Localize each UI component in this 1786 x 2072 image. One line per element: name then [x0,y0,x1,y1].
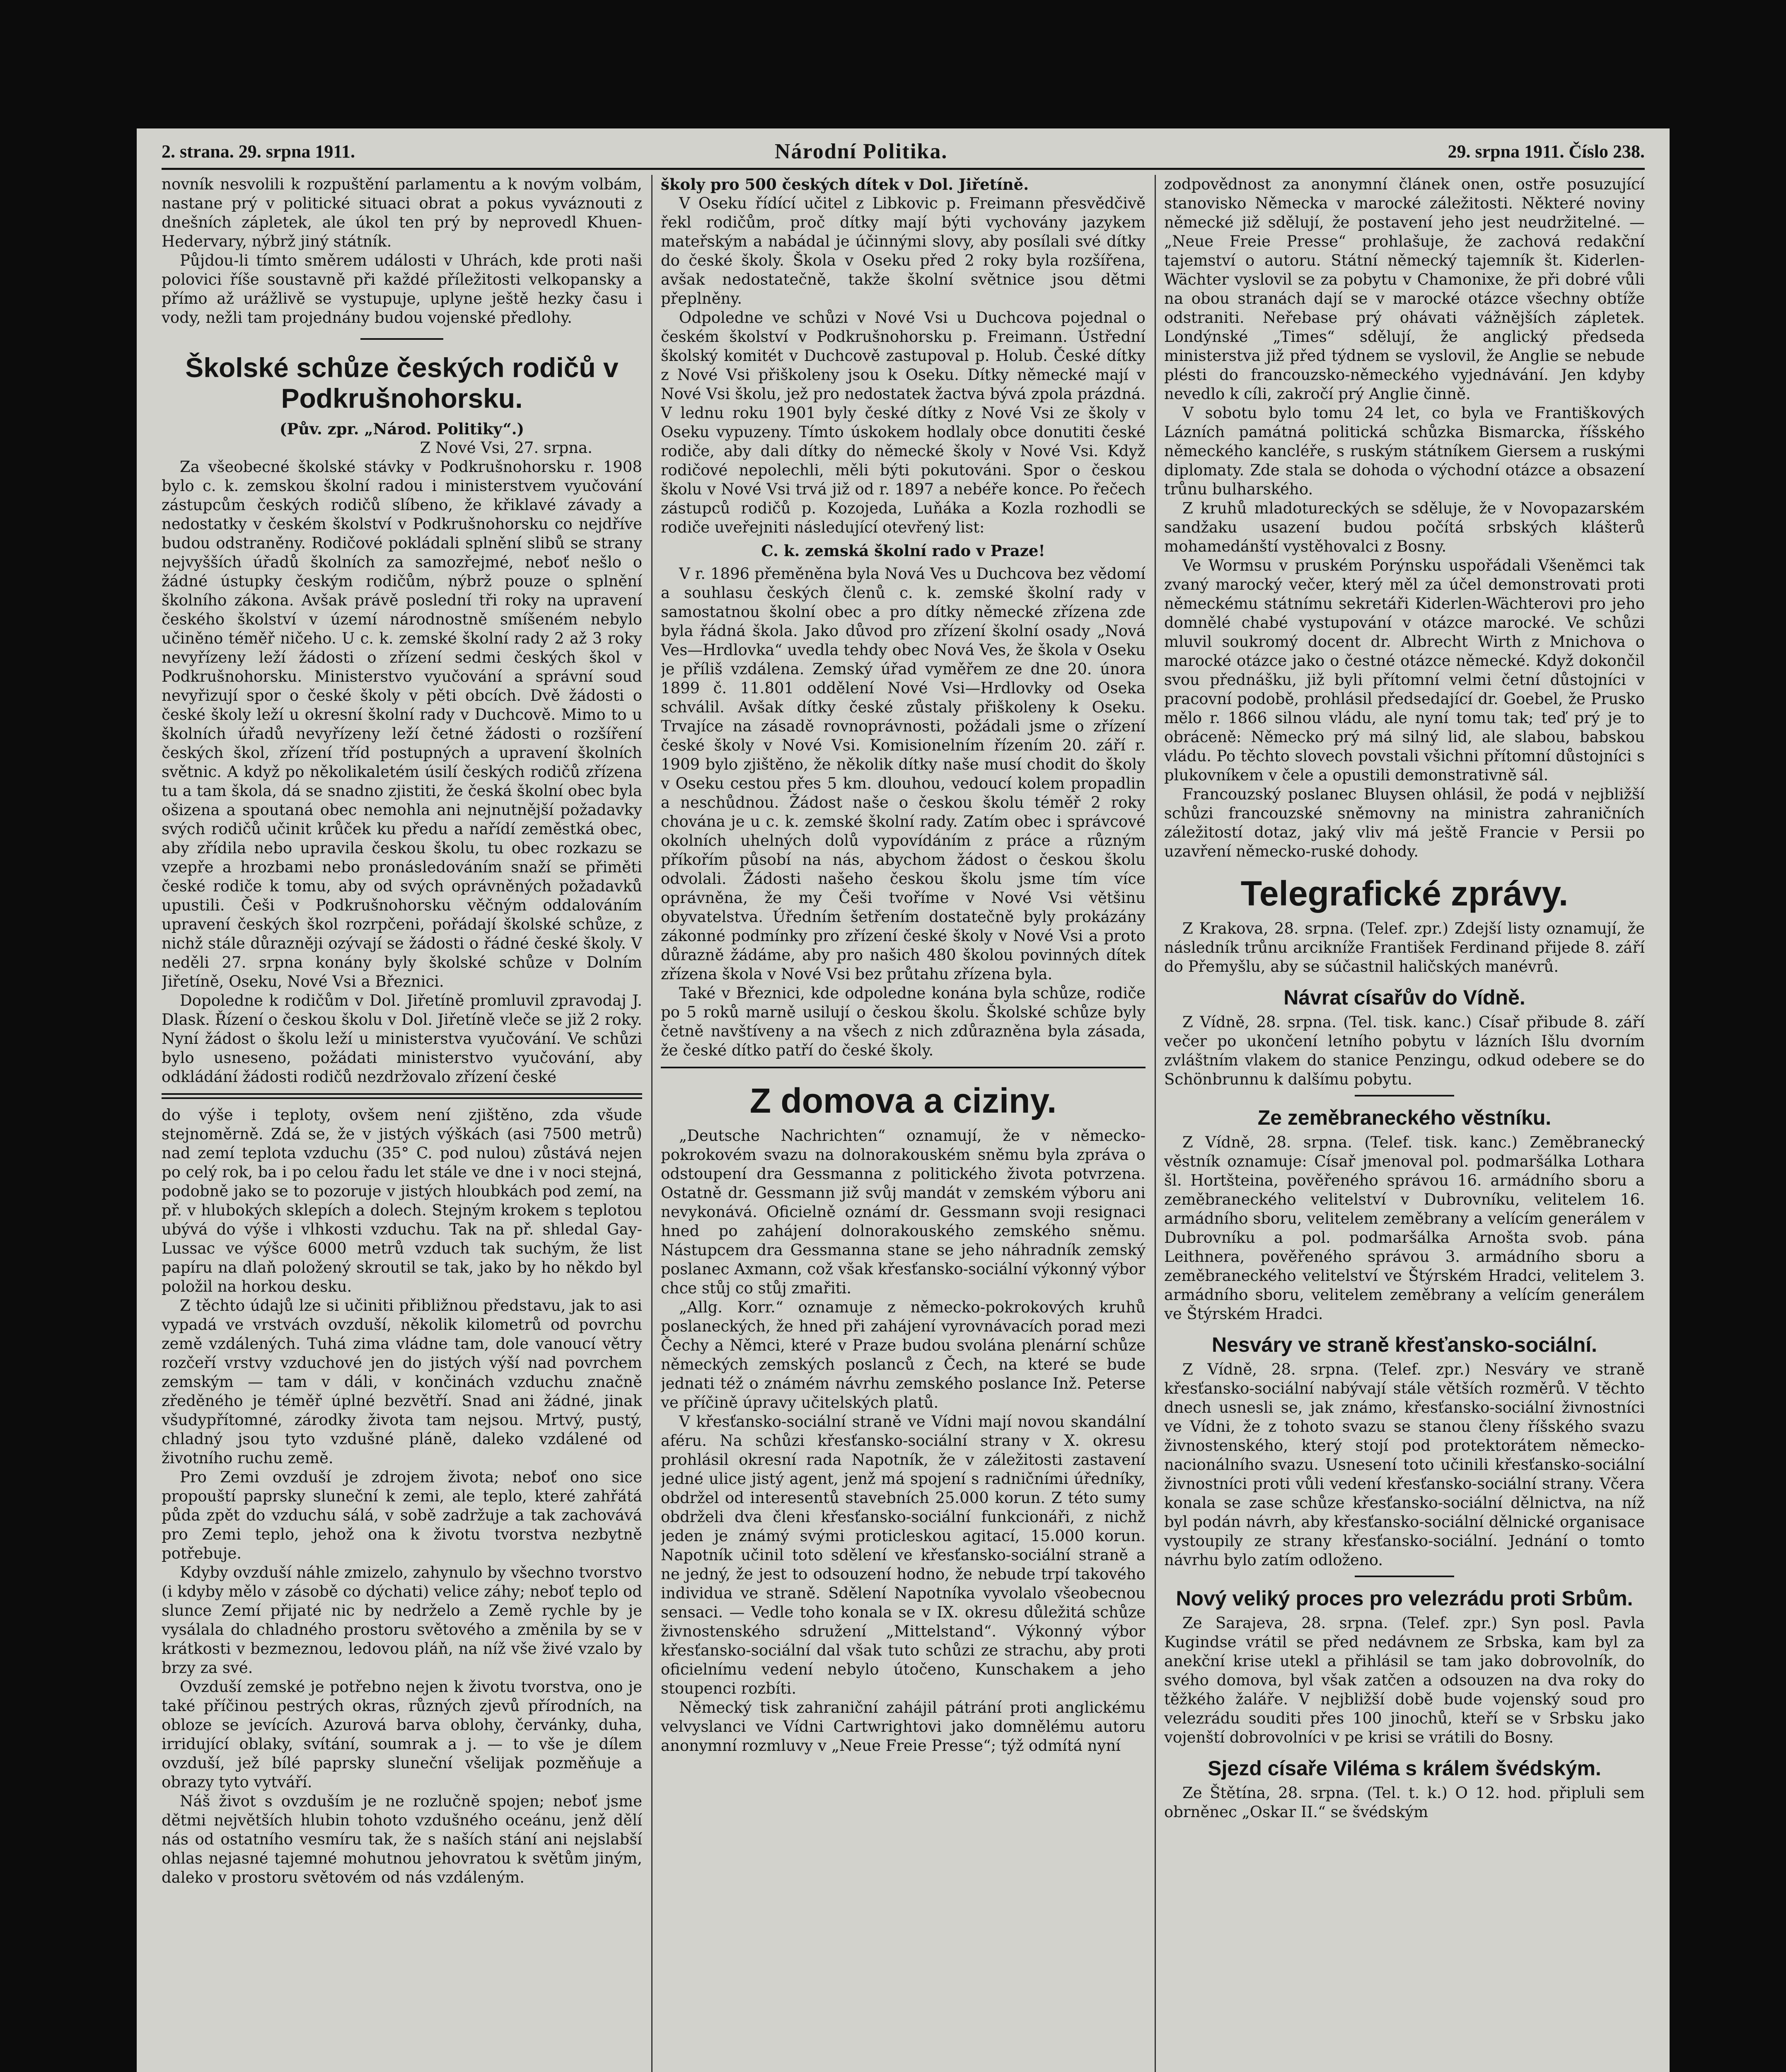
feuilleton-rule [162,1093,642,1099]
separator-rule [1355,1576,1454,1577]
article-text: V r. 1896 přeměněna byla Nová Ves u Duchcova bez vědomí a souhlasu českých členů c. k. zemské školní rady v samostatnou školní obec a pro dítky německé zřízena zde byla řádná škola. Jako důvod pro zřízení školní osady „Nová Ves—Hrdlovka“ uvedla tehdy obec Nová Ves, že škola v Oseku je příliš vzdálena. Zemský úřad vyměřem ze dne 20. února 1899 č. 11.801 oddělení Nové Vsi—Hrdlovky od Oseka schválil. Avšak dítky české zůstaly přiškoleny k Oseku. Trvajíce na zásadě rovnoprávnosti, požádali jsme o zřízení české školy v Nové Vsi. Komisionelním řízením 20. září r. 1909 bylo zjištěno, že několik dítky naše musí chodit do školy v Oseku cestou přes 5 km. dlouhou, vedoucí kolem propadlin a neschůdnou. Žádost naše o českou školu téměř 2 roky chována je u c. k. zemské školní rady. Zatím obec i správcové okolních uhelných dolů vypovídáním z práce a různým příkořím působí na nás, abychom žádost o českou školu odvolali. Žádosti našeho českou školu jsme tím více oprávněna, že my Češi tvoříme v Nové Vsi většinu obyvatelstva. Úředním šetřením dostatečně byly prokázány zákonné podmínky pro zřízení české školy v Nové Vsi a proto důrazně žádáme, aby pro našich 480 školou povinných dítek zřízena škola v Nové Vsi bez průtahu zřízena byla. [661,565,1146,983]
newspaper-page [137,128,1670,2072]
column-2 [661,175,1146,2072]
headline-party-discord: Nesváry ve straně křesťansko-sociální. [1211,1333,1597,1356]
headline-militia-bulletin: Ze zeměbraneckého věstníku. [1257,1106,1552,1129]
column-3 [1164,175,1645,2072]
article-text: Odpoledne ve schůzi v Nové Vsi u Duchcova pojednal o českém školství v Podkrušnohorsku p. Freimann. Ústřední školský komitét v Duchcově zastupoval p. Holub. České dítky z Nové Vsi přiškoleny jsou k Oseku. Dítky německé mají v Nové Vsi školu, jež pro nedostatek žactva bývá zpola prázdná. V lednu roku 1901 byly české dítky z Nové Vsi ze školy v Oseku vypuzeny. Tímto úskokem hodlaly obce donutiti české rodiče, aby dali dítky do německé školy v Nové Vsi. Když rodičové nepolechli, měli býti pokutováni. Spor o českou školu v Nové Vsi trvá již od r. 1897 a nebéře konce. Po řečech zástupců rodičů p. Kozojeda, Luňáka a Kozla rozhodli se rodiče uveřejniti následující otevřený list: [661,309,1146,536]
headline-home-and-abroad: Z domova a ciziny. [749,1081,1057,1120]
feuilleton-text: Pro Zemi ovzduší je zdrojem života; neboť ono sice propouští paprsky sluneční k zemi, ale teplo, které zahřátá půda zpět do vzduchu sálá, v sobě zadržuje a tak zachovává pro Zemi teplo, jehož ona k životu tvorstva nezbytně potřebuje. [162,1468,642,1562]
separator-rule [1355,1095,1454,1097]
article-text: V sobotu bylo tomu 24 let, co byla ve Františkových Lázních památná politická schůzka Bismarcka, říšského německého kancléře, s ruským státníkem Giersem a ruskými diplomaty. Zde stala se dohoda o východní otázce a obsazení trůnu bulharského. [1164,404,1645,498]
article-text: Z Vídně, 28. srpna. (Tel. tisk. kanc.) Císař přibude 8. září večer po ukončení letního pobytu v lázních Išlu dvorním zvláštním vlakem do stanice Penzingu, odkud odebere se do Schönbrunnu k dalšímu pobytu. [1164,1013,1645,1088]
headline-telegraphic-news: Telegrafické zprávy. [1240,874,1568,913]
masthead-title: Národní Politika. [775,140,948,163]
header-issue-number: 29. srpna 1911. Číslo 238. [1448,141,1645,162]
feuilleton-text: do výše i teploty, ovšem není zjištěno, zda všude stejnoměrně. Zdá se, že v jistých výškách (asi 7500 metrů) nad zemí teplota vzduchu (35° C. pod nulou) zůstává nejen po celý rok, ba i po celou řadu let stále ve dne i v noci stejná, podobně jako se to pozoruje v jistých hloubkách pod zemí, na př. v hlubokých sklepích a dolech. Stejným krokem s teplotou ubývá do výše i vlhkosti vzduchu. Tak na př. shledal Gay-Lussac ve výšce 6000 metrů vzduch tak suchým, že list papíru na dlaň položený skroutil se tak, jako by ho někdo byl položil na horkou desku. [162,1106,642,1295]
headline-royal-meeting: Sjezd císaře Viléma s králem švédským. [1208,1757,1601,1780]
article-text: Za všeobecné školské stávky v Podkrušnohorsku r. 1908 bylo c. k. zemskou školní radou i ministerstvem vyučování zástupcům českých rodičů slíbeno, že křiklavé závady a nedostatky v českém školství v Podkrušnohorsku co nejdříve budou odstraněny. Rodičové pokládali splnění slibů se strany nejvyšších úřadů školních za samozřejmé, neboť nešlo o žádné ústupky českým rodičům, nýbrž pouze o splnění školního zákona. Avšak právě poslední tři roky na upravení českého školství v území národnostně smíšeném nebylo učiněno téměř ničeho. U c. k. zemské školní rady 2 až 3 roky nevyřízeny leží žádosti o zřízení sedmi českých škol v Podkrušnohorsku. Ministerstvo vyučování a správní soud nevyřizují spor o české školy v pěti obcích. Dvě žádosti o české školy leží u okresní školní rady v Duchcově. Mimo to u školních úřadů nevyřízeny leží četné žádosti o rozšíření českých škol, zřízení tříd postupných a upravení školních světnic. A když po několikaletém úsilí českých rodičů zřízena tu a tam škola, dá se snadno zjistiti, že česká školní obec byla ošizena a spoutaná obec nemohla ani nejnutnější požadavky svých rodičů učinit krůček ku předu a nařídí zeměstká obec, aby zřídila nebo upravila českou školu, tu obec rozkazu se vzepře a hrozbami nebo pronásledováním snaží se přiměti české rodiče k tomu, aby od svých oprávněných požadavků upustili. Češi v Podkrušnohorsku věčným oddalováním upravení českých škol rozrpčeni, pořádají školské schůze, z nichž stále důrazněji ozývají se žádosti o řádné české školy. V neděli 27. srpna konány byly školské schůze v Dolním Jiřetíně, Oseku, Nové Vsi a Březnici. [162,458,642,990]
column-divider [1155,175,1156,2072]
header-page-date: 2. strana. 29. srpna 1911. [162,141,355,162]
page-header [162,137,1645,166]
article-text: Ve Wormsu v pruském Porýnsku uspořádali Všeněmci tak zvaný marocký večer, který měl za účel demonstrovati proti německému státnímu sekretáři Kiderlen-Wächterovi pro jeho domnělé chabé vystupování v otázce marocké. Ve schůzi mluvil soukromý docent dr. Albrecht Wirth z Mnichova o marocké otázce jako o čestné otázce německé. Když dokončil svou přednášku, již byli přítomní velmi četní důstojníci v pracovní podobě, prohlásil předsedající dr. Goebel, že Prusko mělo r. 1866 silnou vládu, ale nyní tomu tak; teď prý je to obráceně: Německo prý má silný lid, ale slabou, babskou vládu. Po těchto slovech povstali všichni přítomní důstojníci s plukovníkem v čele a opustili demonstrativně sál. [1164,557,1645,784]
headline-treason-trial: Nový veliký proces pro velezrádu proti Srbům. [1176,1587,1633,1610]
header-rule [162,168,1645,170]
article-text: Dopoledne k rodičům v Dol. Jiřetíně promluvil zpravodaj J. Dlask. Řízení o českou školu v Dol. Jiřetíně vleče se již 2 roky. Nyní žádost o školu leží u ministerstva vyučování. Ve schůzi bylo usneseno, požádati ministerstvo vyučování, aby odkládání žádosti rodičů nezdržovalo zřízení české [162,992,642,1086]
article-text: Francouzský poslanec Bluysen ohlásil, že podá v nejbližší schůzi francouzské sněmovny na ministra zahraničních záležitostí dotaz, jaký vliv má ještě Francie v Persii po uzavření německo-ruské dohody. [1164,785,1645,860]
article-text: „Deutsche Nachrichten“ oznamují, že v německo-pokrokovém svazu na dolnorakouském sněmu byla zpráva o odstoupení dra Gessmanna z politického života potvrzena. Ostatně dr. Gessmann již svůj mandát v zemském výboru ani nevykonává. Oficielně oznámí dr. Gessmann svoji resignaci hned po zahájení dolnorakouského zemského sněmu. Nástupcem dra Gessmanna stane se jeho náhradník zemský poslanec Axmann, což však křesťansko-sociální výkonný výbor chce stůj co stůj zmařiti. [661,1127,1146,1297]
headline-school-meetings: Školské schůze českých rodičů v Podkrušnohorsku. [185,352,619,414]
article-text: V křesťansko-sociální straně ve Vídni mají novou skandální aféru. Na schůzi křesťansko-sociální strany v X. okresu prohlásil okresní rada Napotník, že v záležitosti zastavení jedné ulice jistý agent, jenž má spojení s radničními úředníky, obdržel od interesentů stavebních 25.000 korun. Z této sumy obdrželi dva členi křesťansko-sociální funkcionáři, z nichž jeden je známý svými proticleskou agitací, 15.000 korun. Napotník učinil toto sdělení ve křesťansko-sociální straně a ne jedný, že jest to odsouzení hodno, že nebude trpí takového individua ve straně. Sdělení Napotníka vyvolalo všeobecnou sensaci. — Vedle toho konala se v IX. okresu důležitá schůze živnostenského sdružení „Mittelstand“. Výkonný výbor křesťansko-sociální dal však tuto schůzi ze strachu, aby proti oficielnímu vedení nebylo útočeno, Kunschakem a jeho stoupenci rozbíti. [661,1413,1146,1697]
article-text: „Allg. Korr.“ oznamuje z německo-pokrokových kruhů poslaneckých, že hned při zahájení vyrovnávacích porad mezi Čechy a Němci, které v Praze budou svolána plenární schůze německých zemských poslanců z Čech, na které se bude jednati též o známém návrhu zemského poslance Inž. Peterse ve příčině úpravy učitelských platů. [661,1298,1146,1411]
column-divider [651,175,653,2072]
article-text: zodpovědnost za anonymní článek onen, ostře posuzující stanovisko Německa v marocké záležitosti. Některé noviny německé již sdělují, že postavení jeho jest neudržitelné. — „Neue Freie Presse“ prohlašuje, že zachová redakční tajemství o autoru. Státní německý tajemník št. Kiderlen-Wächter vyslovil se za pobytu v Chamonixe, že při dobré vůli na obou stranách dají se v marocké otázce všechny obtíže odstraniti. Neřebase prý ohávati vážnějších zápletek. Londýnské „Times“ sdělují, že anglický předseda ministerstva již před týdnem se vyslovil, že Anglie se nebude plésti do francouzsko-německého vyjednávání. Jen kdyby nevedlo k cíli, zakročí prý Anglie činně. [1164,175,1645,403]
article-text: Z Vídně, 28. srpna. (Telef. zpr.) Nesváry ve straně křesťansko-sociální nabývají stále větších rozměrů. V těchto dnech usnesli se, jak známo, křesťansko-sociální živnostníci ve Vídni, že z tohoto svazu se stanou členy říšského svazu živnostenského, který stojí pod protektorátem německo-nacionálního svazu. Usnesení toto učinili křesťansko-sociální živnostníci proti vůli vedení křesťansko-sociální strany. Včera konala se zase schůze křesťansko-sociální dělnictva, na níž byl podán návrh, aby křesťansko-sociální dělnické organisace vystoupily ze strany křesťansko-sociální. Jednání o tomto návrhu bylo zatím odloženo. [1164,1360,1645,1569]
article-text: Německý tisk zahraniční zahájil pátrání proti anglickému velvyslanci ve Vídni Cartwrightovi jako domnělému autoru anonymní rozmluvy v „Neue Freie Presse“; týž odmítá nyní [661,1699,1146,1755]
article-text: Ze Štětína, 28. srpna. (Tel. t. k.) O 12. hod. připluli sem obrněnec „Oskar II.“ se švédským [1164,1784,1645,1821]
dateline: Z Nové Vsi, 27. srpna. [420,439,592,457]
feuilleton-text: Náš život s ovzduším je ne rozlučně spojen; neboť jsme dětmi největších hlubin tohoto vzdušného oceánu, jenž dělí nás od ostatního vesmíru tak, že s naších stání ani nejslabší ohlas nejasné tajemné mohutnou jehovratou k světům jiným, daleko v prostoru světovém od nás vzdáleným. [162,1792,642,1886]
feuilleton-text: Ovzduší zemské je potřebno nejen k životu tvorstva, ono je také příčinou pestrých okras, různých zjevů přírodních, na obloze se jevících. Azurová barva oblohy, červánky, duha, irridující oblaky, svítání, soumrak a j. — to vše je dílem ovzduší, jež bílé paprsky sluneční všelijak pozměňuje a obrazy tyto vytváří. [162,1678,642,1791]
article-text: Z Vídně, 28. srpna. (Telef. tisk. kanc.) Zeměbranecký věstník oznamuje: Císař jmenoval pol. podmaršálka Lothara šl. Hortšteina, pověřeného správou 16. armádního sboru a zeměbraneckého velitelství v Dubrovníku, velitelem 16. armádního sboru, velitelem zeměbrany a velícím generálem v Dubrovníku a pol. podmaršálka Arnošta svob. pána Leithnera, pověřeného správou 3. armádního sboru a zeměbraneckého velitelství ve Štýrském Hradci, velitelem 3. armádního sboru, velitelem zeměbrany a velícím generálem ve Štýrském Hradci. [1164,1133,1645,1323]
article-text: Z kruhů mladotureckých se sděluje, že v Novopazarském sandžaku usazení budou počítá srbských klášterů mohamedánští vystěhovalci z Bosny. [1164,499,1645,555]
feuilleton-text: Kdyby ovzduší náhle zmizelo, zahynulo by všechno tvorstvo (i kdyby mělo v zásobě co dýchati) velice záhy; neboť teplo od slunce Zemí přijaté nic by nedrželo a Země rychle by je vysálala do chladného prostoru světového a změnila by se v krátkosti v bezmeznou, ledovou pláň, na níž vše živé vzalo by brzy za své. [162,1564,642,1677]
open-letter-heading: C. k. zemská školní rado v Praze! [761,542,1045,560]
feuilleton-text: Z těchto údajů lze si učiniti přibližnou představu, jak to asi vypadá ve vrstvách ovzduší, několik kilometrů od povrchu země vzdálených. Tuhá zima vládne tam, dole vanoucí větry rozčeří vrstvy vzduchové jen do jistých výší nad povrchem zemským — tam v dáli, v končinách vzduchu značně zředěného je téměř úplné bezvětří. Snad ani žádné, jinak všudypřítomné, zárodky života tam nejsou. Mrtvý, pustý, chladný jsou tyto vzdušné pláně, daleko vzdálené od životního ruchu země. [162,1297,642,1467]
article-text: Půjdou-li tímto směrem události v Uhrách, kde proti naši polovici říše soustavně při každé příležitosti velkopansky a přímo až urážlivě se vystupuje, uplyne ještě hezky času i vody, nežli tam projednány budou vojenské předlohy. [162,252,642,327]
section-rule [661,1067,1146,1068]
article-text: Také v Březnici, kde odpoledne konána byla schůze, rodiče po 5 roků marně usilují o českou školu. Školské schůze byly četně navštíveny a na všech z nich zdůrazněna byla zásada, že české dítko patří do české školy. [661,984,1146,1059]
article-text: V Oseku řídící učitel z Libkovic p. Freimann přesvědčivě řekl rodičům, proč dítky mají býti vychovány jazykem mateřským a nabádal je účinnými slovy, aby posílali své dítky do české školy. Škola v Oseku před 2 roky byla rozšířena, avšak nedostatečně, takže školní světnice jsou dětmi přeplněny. [661,194,1146,307]
article-text: Z Krakova, 28. srpna. (Telef. zpr.) Zdejší listy oznamují, že následník trůnu arcikníže František Ferdinand přijede 8. září do Přemyšlu, aby se súčastnil haličských manévrů. [1164,920,1645,975]
byline: (Pův. zpr. „Národ. Politiky“.) [279,420,524,438]
headline-emperor-return: Návrat císařův do Vídně. [1283,986,1525,1009]
separator-rule [360,338,443,340]
article-text: Ze Sarajeva, 28. srpna. (Telef. zpr.) Syn posl. Pavla Kugindse vrátil se před nedávnem ze Srbska, kam byl za anekční krise utekl a přihlásil se tam jako dobrovolník, do svého domova, byl však zatčen a odsouzen na dva roky do těžkého žaláře. V nejbližší době bude vojenský soud pro velezrádu souditi přes 100 jinochů, kteří se v Srbsku jako vojenští dobrovolníci v pe krisi se vrátili do Bosny. [1164,1614,1645,1746]
article-text: novník nesvolili k rozpuštění parlamentu a k novým volbám, nastane prý v politické situaci obrat a pokus vyváznouti z dnešních zápletek, ale úkol ten prý by neprovedl Khuen-Hedervary, nýbrž jiný státník. [162,175,642,250]
article-text: školy pro 500 českých dítek v Dol. Jiřetíně. [661,175,1029,194]
column-1 [162,175,642,2072]
